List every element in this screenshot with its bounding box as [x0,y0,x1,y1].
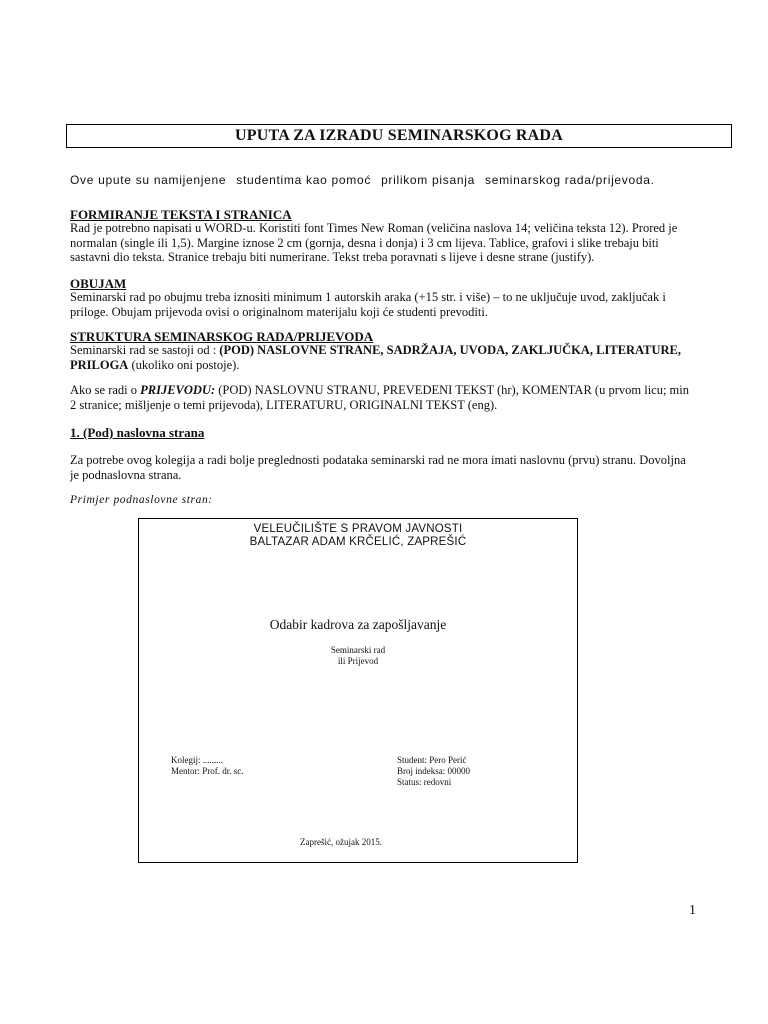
sample-course-mentor: Kolegij: ......... Mentor: Prof. dr. sc. [171,755,244,776]
document-title: UPUTA ZA IZRADU SEMINARSKOG RADA [235,127,563,144]
translation-paragraph [70,383,689,412]
paragraph-line: Za potrebe ovog kolegija a radi bolje preglednosti podataka seminarski rad ne mora imati naslovnu (prvu) stranu. Dovoljna [70,453,686,467]
section-body-formatting [70,221,677,265]
paragraph-line: sastavni dio teksta. Stranice trebaju biti numerirane. Tekst treba poravnati s lijeve i desne strane (justify). [70,250,595,264]
translation-line-1: Ako se radi o PRIJEVODU: (POD) NASLOVNU STRANU, PREVEDENI TEKST (hr), KOMENTAR (u prvom licu; min [70,383,690,397]
intro-part-b: studentima kao pomoć [236,173,372,187]
sample-work-type: Seminarski rad ili Prijevod [330,645,386,666]
sample-institution: VELEUČILIŠTE S PRAVOM JAVNOSTI BALTAZAR ADAM KRČELIĆ, ZAPREŠIĆ [249,523,467,548]
section-body-title-page [70,453,686,482]
intro-part-d: seminarskog rada/prijevoda. [485,173,655,187]
paragraph-line: je podnaslovna strana. [70,467,182,482]
sample-title-page [138,518,578,863]
section-body-structure [70,343,681,372]
sample-work-title: Odabir kadrova za zapošljavanje [269,617,447,632]
paragraph-line: normalan (single ili 1,5). Margine iznose 2 cm (gornja, desna i donja) i 3 cm lijeva. Tablice, grafovi i slike trebaju biti [70,235,659,250]
sample-student-info: Student: Pero Perić Broj indeksa: 00000 Status: redovni [397,755,470,787]
paragraph-line: Rad je potrebno napisati u WORD-u. Koristiti font Times New Roman (veličina naslova 14; veličina teksta 12). Prored je [70,221,678,235]
example-label: Primjer podnaslovne stran: [70,494,213,506]
intro-part-a: Ove upute su namijenjene [70,173,227,187]
section-heading-title-page: 1. (Pod) naslovna strana [70,425,205,440]
structure-line-1: Seminarski rad se sastoji od : (POD) NASLOVNE STRANE, SADRŽAJA, UVODA, ZAKLJUČKA, LITERATURE, [70,343,682,357]
section-body-volume [70,290,666,319]
translation-line-2: 2 stranice; mišljenje o temi prijevoda), LITERATURU, ORIGINALNI TEKST (eng). [70,397,498,412]
page-number: 1 [689,903,696,918]
sample-place-date: Zaprešić, ožujak 2015. [300,837,382,847]
intro-part-c: prilikom pisanja [381,173,475,187]
paragraph-line: Seminarski rad po obujmu treba iznositi minimum 1 autorskih araka (+15 str. i više) – to ne uključuje uvod, zaključak i [70,290,666,304]
section-heading-volume: OBUJAM [70,276,127,291]
section-heading-formatting: FORMIRANJE TEKSTA I STRANICA [70,207,292,222]
document-title-box [66,124,732,148]
intro-text [70,173,655,187]
section-heading-structure: STRUKTURA SEMINARSKOG RADA/PRIJEVODA [70,329,374,344]
structure-line-2: PRILOGA (ukoliko oni postoje). [70,357,240,372]
paragraph-line: priloge. Obujam prijevoda ovisi o originalnom materijalu koji će studenti prevoditi. [70,304,488,319]
